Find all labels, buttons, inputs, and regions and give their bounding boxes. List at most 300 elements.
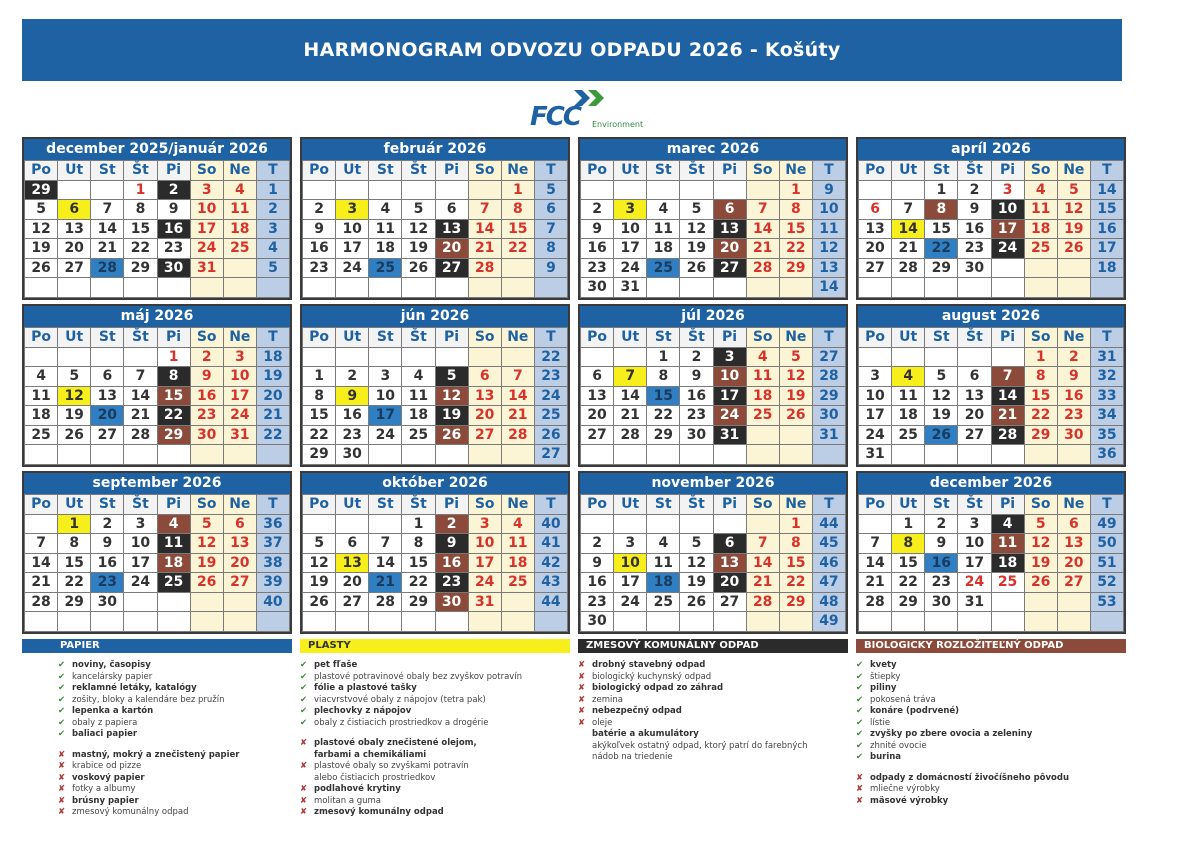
day-cell [369, 180, 402, 200]
cross-icon: ✘ [856, 784, 864, 794]
pickup-day-mixed: 8 [157, 367, 190, 387]
day-cell: 2 [925, 514, 958, 534]
day-cell: 10 [190, 200, 223, 220]
day-cell: 27 [859, 258, 892, 278]
day-cell: 1 [892, 514, 925, 534]
day-cell: 5 [680, 534, 713, 554]
day-cell: 25 [223, 239, 256, 259]
week-row [25, 573, 290, 593]
weekday-header: Po [581, 495, 614, 515]
pickup-day-mixed: 24 [991, 239, 1024, 259]
day-cell [614, 514, 647, 534]
month-calendar [578, 304, 848, 467]
week-number-cell: 36 [256, 514, 289, 534]
day-cell: 24 [336, 258, 369, 278]
week-row [25, 200, 290, 220]
week-row [859, 258, 1124, 278]
month-calendar [300, 137, 570, 300]
day-cell: 29 [779, 592, 812, 612]
weekday-header-row [25, 328, 290, 348]
week-number-cell: 26 [534, 425, 567, 445]
weekday-header-row [859, 161, 1124, 181]
weekday-header: T [812, 328, 845, 348]
week-row [859, 573, 1124, 593]
weekday-header: Št [958, 328, 991, 348]
month-title: október 2026 [302, 473, 568, 494]
weekday-header: St [925, 328, 958, 348]
legend-bio [856, 639, 1126, 807]
day-cell: 16 [680, 386, 713, 406]
day-cell [402, 180, 435, 200]
day-cell [501, 278, 534, 298]
day-cell [614, 180, 647, 200]
day-cell: 11 [25, 386, 58, 406]
day-cell [713, 514, 746, 534]
legend-item-text: pet fľaše [314, 660, 358, 670]
pickup-day-mixed: 6 [713, 534, 746, 554]
day-cell: 5 [925, 367, 958, 387]
day-cell: 12 [303, 553, 336, 573]
legend-title: BIOLOGICKY ROZLOŽITEĽNÝ ODPAD [856, 639, 1126, 653]
day-cell: 3 [369, 367, 402, 387]
day-cell: 11 [647, 219, 680, 239]
weekday-header: St [925, 495, 958, 515]
check-icon: ✔ [856, 717, 864, 728]
cross-icon: ✘ [578, 706, 586, 716]
legend-item-text: oleje [592, 717, 613, 728]
day-cell [746, 612, 779, 632]
pickup-day-bio: 15 [157, 386, 190, 406]
legend-item [856, 773, 1126, 785]
day-cell [925, 612, 958, 632]
day-cell [614, 445, 647, 465]
week-number-cell: 29 [812, 386, 845, 406]
day-cell [859, 612, 892, 632]
weekday-header: Pi [991, 161, 1024, 181]
day-cell: 28 [614, 425, 647, 445]
weekday-header: Ut [614, 495, 647, 515]
month-calendar [22, 471, 292, 634]
legend-item [58, 750, 292, 762]
day-cell: 9 [581, 219, 614, 239]
weekday-header: Ne [1057, 161, 1090, 181]
legend-item-text: odpady z domácností živočíšneho pôvodu [870, 772, 1070, 783]
weekday-header: Pi [157, 161, 190, 181]
day-cell [58, 180, 91, 200]
pickup-day-plast: 9 [336, 386, 369, 406]
legend-item-text: podlahové krytiny [314, 784, 401, 794]
day-cell: 15 [892, 553, 925, 573]
day-cell [223, 592, 256, 612]
weekday-header: Pi [157, 495, 190, 515]
day-cell: 28 [501, 425, 534, 445]
week-row [303, 200, 568, 220]
day-cell: 14 [124, 386, 157, 406]
day-cell [25, 278, 58, 298]
day-cell: 18 [369, 239, 402, 259]
legend-item [300, 761, 570, 773]
pickup-day-mixed: 9 [435, 534, 468, 554]
month-table [302, 160, 568, 298]
day-cell: 12 [1024, 534, 1057, 554]
day-cell: 5 [1024, 514, 1057, 534]
cross-icon: ✘ [856, 772, 864, 783]
weekday-header: Ut [336, 328, 369, 348]
day-cell [124, 278, 157, 298]
cross-icon: ✘ [58, 807, 66, 817]
day-cell: 21 [25, 573, 58, 593]
week-row [581, 239, 846, 259]
day-cell: 28 [25, 592, 58, 612]
check-icon: ✔ [58, 717, 66, 728]
day-cell: 23 [190, 406, 223, 426]
week-row [859, 534, 1124, 554]
day-cell [647, 612, 680, 632]
month-calendar [22, 137, 292, 300]
weekday-header: Pi [157, 328, 190, 348]
legend-title: ZMESOVÝ KOMUNÁLNY ODPAD [578, 639, 848, 653]
legend-plast [300, 639, 570, 819]
month-table [302, 494, 568, 632]
legend-item-text: fotky a albumy [72, 784, 136, 794]
day-cell: 12 [680, 553, 713, 573]
day-cell: 16 [91, 553, 124, 573]
week-row [859, 553, 1124, 573]
week-number-cell: 18 [256, 347, 289, 367]
day-cell: 28 [892, 258, 925, 278]
indent-spacer [300, 773, 314, 785]
day-cell [958, 347, 991, 367]
week-row [581, 534, 846, 554]
week-number-cell: 4 [256, 239, 289, 259]
day-cell: 2 [680, 347, 713, 367]
week-row [303, 612, 568, 632]
check-icon: ✔ [58, 671, 66, 682]
week-row [303, 573, 568, 593]
legend-item-text: zemina [592, 694, 623, 705]
pickup-day-plast: 10 [614, 553, 647, 573]
legend-item-text: nebezpečný odpad [592, 706, 682, 716]
pickup-day-plast: 6 [58, 200, 91, 220]
day-cell: 9 [303, 219, 336, 239]
month-table [580, 327, 846, 465]
day-cell [435, 612, 468, 632]
week-number-cell: 50 [1090, 534, 1123, 554]
day-cell: 15 [124, 219, 157, 239]
week-row [859, 367, 1124, 387]
legend-item [578, 706, 848, 718]
day-cell: 29 [779, 258, 812, 278]
weekday-header: T [812, 495, 845, 515]
day-cell [336, 180, 369, 200]
day-cell [124, 347, 157, 367]
legend-item [300, 695, 570, 707]
day-cell: 31 [614, 278, 647, 298]
day-cell: 26 [1024, 573, 1057, 593]
day-cell: 27 [958, 425, 991, 445]
day-cell: 19 [779, 386, 812, 406]
legend-item [300, 784, 570, 796]
week-number-cell [1090, 278, 1123, 298]
weekday-header: Pi [991, 328, 1024, 348]
day-cell [435, 347, 468, 367]
pickup-day-mixed: 2 [157, 180, 190, 200]
weekday-header: So [1024, 495, 1057, 515]
week-row [25, 367, 290, 387]
pickup-day-paper: 15 [647, 386, 680, 406]
week-row [303, 553, 568, 573]
day-cell: 5 [190, 514, 223, 534]
week-row [25, 592, 290, 612]
pickup-day-paper: 28 [91, 258, 124, 278]
day-cell: 21 [124, 406, 157, 426]
week-row [303, 180, 568, 200]
day-cell [303, 612, 336, 632]
day-cell: 22 [1024, 406, 1057, 426]
check-icon: ✔ [58, 694, 66, 705]
pickup-day-paper: 22 [925, 239, 958, 259]
legend-item-text: molitan a guma [314, 795, 382, 806]
day-cell [190, 278, 223, 298]
week-row [581, 514, 846, 534]
day-cell [369, 347, 402, 367]
weekday-header: St [369, 495, 402, 515]
weekday-header: Pi [713, 328, 746, 348]
day-cell: 13 [1057, 534, 1090, 554]
day-cell [647, 445, 680, 465]
week-number-cell: 43 [534, 573, 567, 593]
legend-item [856, 718, 1126, 730]
legend-title: PLASTY [300, 639, 570, 653]
day-cell: 8 [501, 200, 534, 220]
pickup-day-bio: 30 [435, 592, 468, 612]
legend-item [58, 773, 292, 785]
week-row [303, 534, 568, 554]
month-calendar [856, 471, 1126, 634]
day-cell [614, 612, 647, 632]
pickup-day-plast: 1 [58, 514, 91, 534]
pickup-day-mixed: 4 [991, 514, 1024, 534]
day-cell: 17 [336, 239, 369, 259]
day-cell: 17 [859, 406, 892, 426]
month-title: júl 2026 [580, 306, 846, 327]
legend-item [578, 695, 848, 707]
week-number-cell: 53 [1090, 592, 1123, 612]
weekday-header: T [534, 328, 567, 348]
day-cell [402, 278, 435, 298]
day-cell [680, 180, 713, 200]
week-number-cell: 22 [534, 347, 567, 367]
day-cell: 20 [223, 553, 256, 573]
weekday-header: Ne [779, 161, 812, 181]
pickup-day-bio: 13 [713, 553, 746, 573]
day-cell: 30 [581, 278, 614, 298]
day-cell: 26 [303, 592, 336, 612]
week-row [581, 406, 846, 426]
legend-list [856, 660, 1126, 807]
day-cell [124, 445, 157, 465]
day-cell: 23 [336, 425, 369, 445]
check-icon: ✔ [300, 671, 308, 682]
legend-item [300, 706, 570, 718]
legend-item [58, 718, 292, 730]
weekday-header: Po [303, 161, 336, 181]
month-table [302, 327, 568, 465]
day-cell: 27 [713, 592, 746, 612]
day-cell [1057, 445, 1090, 465]
legend-item-text: zmesový komunálny odpad [72, 807, 189, 817]
weekday-header-row [581, 495, 846, 515]
cross-icon: ✘ [300, 738, 308, 748]
week-number-cell: 22 [256, 425, 289, 445]
day-cell [58, 278, 91, 298]
day-cell: 14 [614, 386, 647, 406]
day-cell: 2 [190, 347, 223, 367]
week-number-cell: 23 [534, 367, 567, 387]
day-cell: 6 [435, 200, 468, 220]
day-cell: 27 [336, 592, 369, 612]
day-cell: 25 [501, 573, 534, 593]
weekday-header: Ut [892, 161, 925, 181]
day-cell: 26 [779, 406, 812, 426]
legend-item-text: plastové obaly so zvyškami potravín [314, 761, 469, 771]
pickup-day-mixed: 16 [157, 219, 190, 239]
day-cell: 3 [859, 367, 892, 387]
day-cell: 5 [402, 200, 435, 220]
day-cell [58, 445, 91, 465]
day-cell: 18 [746, 386, 779, 406]
weekday-header: So [190, 495, 223, 515]
day-cell [501, 347, 534, 367]
week-row [581, 553, 846, 573]
day-cell: 19 [1024, 553, 1057, 573]
legend-item-text: plechovky z nápojov [314, 706, 412, 716]
day-cell: 16 [190, 386, 223, 406]
cross-icon: ✘ [300, 795, 308, 806]
day-cell: 27 [468, 425, 501, 445]
weekday-header: Ut [58, 161, 91, 181]
weekday-header: Pi [991, 495, 1024, 515]
day-cell [958, 612, 991, 632]
week-number-cell: 21 [256, 406, 289, 426]
week-row [859, 180, 1124, 200]
day-cell: 17 [614, 573, 647, 593]
weekday-header-row [25, 161, 290, 181]
week-row [25, 219, 290, 239]
day-cell: 15 [58, 553, 91, 573]
day-cell [369, 612, 402, 632]
day-cell [1057, 612, 1090, 632]
day-cell [369, 278, 402, 298]
day-cell: 8 [58, 534, 91, 554]
day-cell: 11 [647, 553, 680, 573]
day-cell [1057, 278, 1090, 298]
week-row [581, 200, 846, 220]
legend-item-text: pokosená tráva [870, 694, 936, 705]
weekday-header: Po [859, 161, 892, 181]
pickup-day-paper: 23 [91, 573, 124, 593]
day-cell: 29 [647, 425, 680, 445]
day-cell: 18 [892, 406, 925, 426]
day-cell: 19 [190, 553, 223, 573]
day-cell: 22 [58, 573, 91, 593]
day-cell: 5 [1057, 180, 1090, 200]
day-cell: 29 [402, 592, 435, 612]
week-row [581, 180, 846, 200]
week-number-cell: 5 [534, 180, 567, 200]
weekday-header: Po [303, 495, 336, 515]
day-cell [402, 612, 435, 632]
day-cell [779, 425, 812, 445]
month-title: apríl 2026 [858, 139, 1124, 160]
pickup-day-mixed: 3 [713, 347, 746, 367]
legend-item [856, 741, 1126, 753]
day-cell: 20 [859, 239, 892, 259]
day-cell: 7 [746, 534, 779, 554]
day-cell: 24 [124, 573, 157, 593]
week-row [859, 425, 1124, 445]
pickup-day-plast: 3 [614, 200, 647, 220]
pickup-day-mixed: 25 [157, 573, 190, 593]
pickup-day-mixed: 14 [991, 386, 1024, 406]
day-cell: 18 [647, 239, 680, 259]
day-cell: 19 [680, 573, 713, 593]
pickup-day-paper: 26 [925, 425, 958, 445]
pickup-day-bio: 18 [157, 553, 190, 573]
pickup-day-mixed: 20 [713, 573, 746, 593]
legend-item-text: fólie a plastové tašky [314, 683, 417, 693]
day-cell: 3 [190, 180, 223, 200]
logo-subtext: Environment [592, 120, 644, 129]
cross-icon: ✘ [578, 660, 586, 670]
day-cell: 28 [746, 258, 779, 278]
day-cell: 4 [501, 514, 534, 534]
day-cell: 7 [501, 367, 534, 387]
week-row [25, 278, 290, 298]
day-cell: 8 [402, 534, 435, 554]
legend-item-text: kvety [870, 660, 897, 670]
day-cell: 2 [336, 367, 369, 387]
week-number-cell: 14 [1090, 180, 1123, 200]
month-table [24, 160, 290, 298]
week-row [303, 445, 568, 465]
check-icon: ✔ [856, 660, 864, 670]
legend-item-text: zošity, bloky a kalendáre bez pružín [72, 694, 225, 705]
weekday-header-row [581, 328, 846, 348]
weekday-header: Po [25, 495, 58, 515]
day-cell: 13 [58, 219, 91, 239]
weekday-header-row [303, 328, 568, 348]
day-cell [680, 514, 713, 534]
weekday-header: Ut [614, 328, 647, 348]
month-calendar [300, 304, 570, 467]
weekday-header: Ne [501, 161, 534, 181]
day-cell [91, 278, 124, 298]
weekday-header: Št [124, 328, 157, 348]
week-number-cell: 46 [812, 553, 845, 573]
day-cell [1057, 592, 1090, 612]
week-number-cell: 11 [812, 219, 845, 239]
day-cell: 21 [746, 239, 779, 259]
day-cell [680, 445, 713, 465]
week-row [581, 219, 846, 239]
weekday-header: So [468, 328, 501, 348]
weekday-header: Ne [501, 328, 534, 348]
weekday-header: Pi [713, 161, 746, 181]
weekday-header: St [91, 328, 124, 348]
week-row [25, 553, 290, 573]
week-number-cell: 51 [1090, 553, 1123, 573]
